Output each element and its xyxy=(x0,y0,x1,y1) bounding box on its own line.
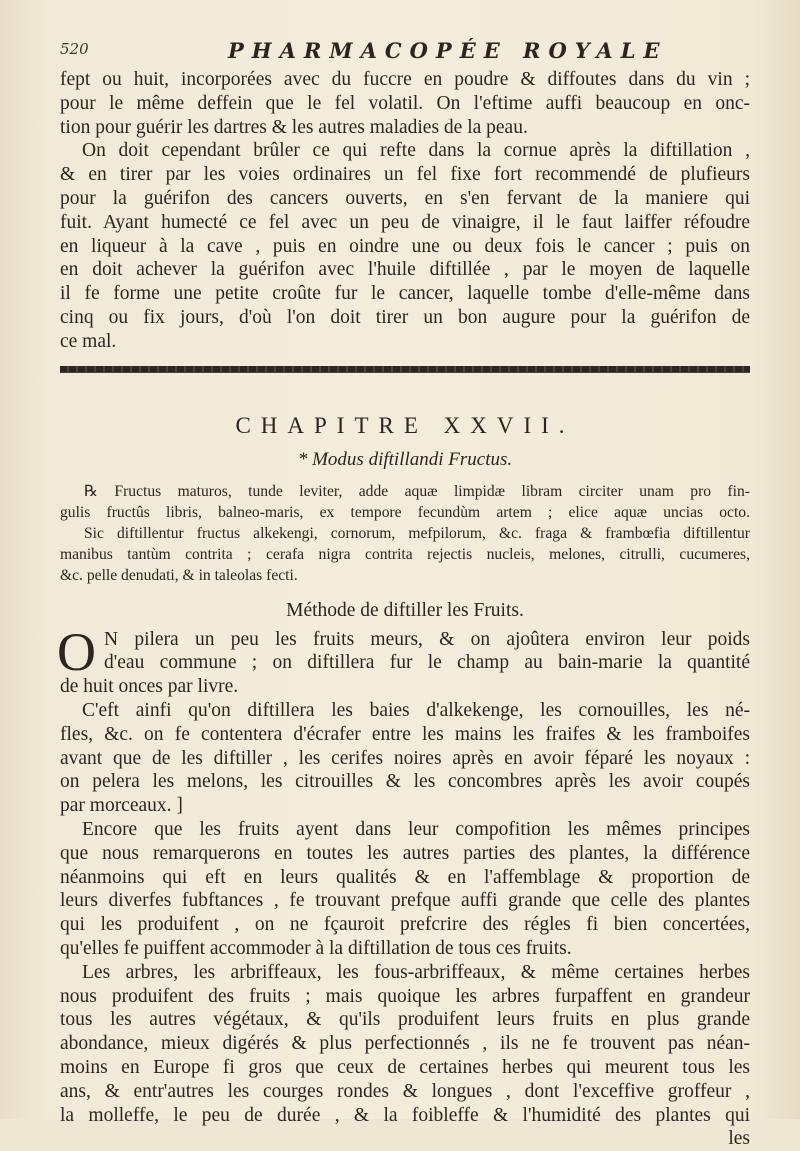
text-line: moins en Europe fi gros que ceux de certaines herbes qui meurent tous les xyxy=(60,1056,750,1078)
latin-line: ℞ Fructus maturos, tunde leviter, adde aquæ limpidæ libram circiter unam pro fin- xyxy=(84,482,750,500)
text-line: que nous remarquerons en toutes les autres parties des plantes, la différence xyxy=(60,842,750,864)
text-line: leurs diverfes fubftances , fe trouvant prefque auffi grande que celle des plantes xyxy=(60,890,750,912)
paragraph-principles xyxy=(60,818,750,961)
ornamental-rule xyxy=(60,366,750,373)
text-line: N pilera un peu les fruits meurs, & on ajoûtera environ leur poids xyxy=(104,628,750,650)
catchword: les xyxy=(728,1128,750,1150)
text-line: On doit cependant brûler ce qui refte dans la cornue après la diftillation , xyxy=(82,140,750,162)
paragraph-method xyxy=(57,621,750,699)
text-line: abondance, mieux digérés & plus perfectionnés , ils ne fe trouvent pas néan- xyxy=(60,1033,750,1055)
text-line: de huit onces par livre. xyxy=(60,676,239,698)
text-line: néanmoins qui eft en leurs qualités & en l'affemblage & proportion de xyxy=(60,866,750,888)
text-line: C'eft ainfi qu'on diftillera les baies d'alkekenge, les cornouilles, les né- xyxy=(82,699,750,721)
text-line: pour la guérifon des cancers ouverts, en s'en fervant de la maniere qui xyxy=(60,187,750,209)
text-line: tous les autres végétaux, & qu'ils produifent leurs fruits en plus grande xyxy=(60,1009,750,1031)
latin-line: gulis fructûs libris, balneo-maris, ex tempore fecundùm artem ; elice aquæ uncias octo. xyxy=(60,503,750,521)
text-line: avant que de les diftiller , les cerifes noires après en avoir féparé les noyaux : xyxy=(60,747,750,769)
text-line: Les arbres, les arbriffeaux, les fous-arbriffeaux, & même certaines herbes xyxy=(82,961,750,983)
latin-recipe xyxy=(60,481,750,586)
page-number: 520 xyxy=(60,40,89,58)
text-line: fuit. Ayant humecté ce fel avec un peu de vinaigre, il le faut laiffer réfoudre xyxy=(60,211,750,233)
text-line: la molleffe, le peu de durée , & la foibleffe & l'humidité des plantes qui xyxy=(60,1104,750,1126)
paragraph-trees xyxy=(60,961,750,1151)
text-line: fles, &c. on fe contentera d'écrafer entre les mains les fraifes & les framboifes xyxy=(60,723,750,745)
text-line: cinq ou fix jours, d'où l'on doit tirer un bon augure pour la guérifon de xyxy=(60,306,750,328)
text-line: & en tirer par les voies ordinaires un fel fixe fort recommendé de plufieurs xyxy=(60,164,750,186)
text-line: qu'elles fe puiffent accommoder à la diftillation de tous ces fruits. xyxy=(60,937,572,959)
drop-cap: O xyxy=(57,621,96,682)
chapter-subheading: * Modus diftillandi Fructus. xyxy=(297,448,513,470)
running-title: PHARMACOPÉE ROYALE xyxy=(228,38,668,63)
text-line: en liqueur à la cave , puis en oindre une ou deux fois le cancer ; puis on xyxy=(60,235,750,257)
text-line: en doit achever la guérifon avec l'huile diftillée , par le moyen de laquelle xyxy=(60,259,750,281)
text-line: il fe forme une petite croûte fur le cancer, laquelle tombe d'elle-même dans xyxy=(60,283,750,305)
text-line: on pelera les melons, les citrouilles & les concombres après les avoir coupés xyxy=(60,771,750,793)
paragraph-berries xyxy=(60,699,750,818)
text-line: nous produifent des fruits ; mais quoique les arbres furpaffent en grandeur xyxy=(60,985,750,1007)
text-line: d'eau commune ; on diftillera fur le champ au bain-marie la quantité xyxy=(104,652,750,674)
text-line: pour le même deffein que le fel volatil. On l'eftime auffi beaucoup en onc- xyxy=(60,92,750,114)
text-line: qui les produifent , on ne fçauroit prefcrire des régles fi bien concertées, xyxy=(60,914,750,936)
latin-line: &c. pelle denudati, & in taleolas fecti. xyxy=(60,566,298,584)
text-line: fept ou huit, incorporées avec du fuccre en poudre & diffoutes dans du vin ; xyxy=(60,69,750,90)
text-line: Encore que les fruits ayent dans leur compofition les mêmes principes xyxy=(82,818,750,840)
text-line: par morceaux. ] xyxy=(60,795,183,817)
latin-line: manibus tantùm contrita ; cerafa nigra contrita rejectis nucleis, melones, citrulli, cucumeres, xyxy=(60,545,750,563)
paragraph-continuation xyxy=(60,68,750,139)
page-header xyxy=(60,38,748,68)
text-line: tion pour guérir les dartres & les autres maladies de la peau. xyxy=(60,116,528,138)
method-title: Méthode de diftiller les Fruits. xyxy=(286,599,524,621)
paragraph-salt xyxy=(60,139,750,353)
text-line: ans, & entr'autres les courges rondes & longues , dont l'exceffive groffeur , xyxy=(60,1080,750,1102)
text-line: ce mal. xyxy=(60,330,117,352)
chapter-heading: CHAPITRE XXVII. xyxy=(235,412,575,438)
latin-line: Sic diftillentur fructus alkekengi, cornorum, mefpilorum, &c. fraga & frambœfia diftillentur xyxy=(84,524,750,542)
page-body xyxy=(57,68,750,1151)
